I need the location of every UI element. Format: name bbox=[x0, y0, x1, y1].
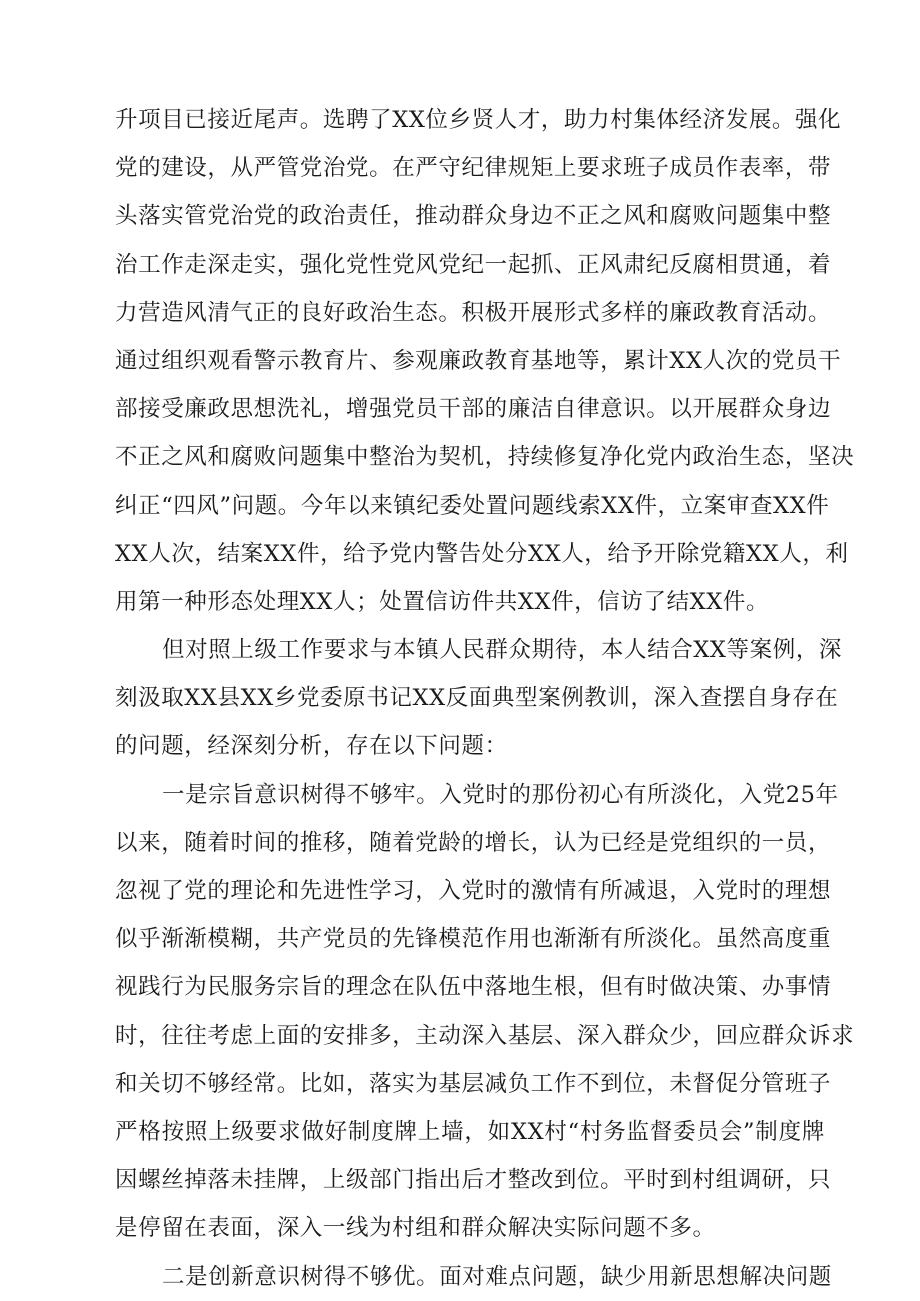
text-line: 党的建设，从严管党治党。在严守纪律规矩上要求班子成员作表率，带 bbox=[115, 155, 832, 182]
text-line: 因螺丝掉落未挂牌，上级部门指出后才整改到位。平时到村组调研，只 bbox=[115, 1167, 832, 1194]
text-line: 但对照上级工作要求与本镇人民群众期待，本人结合XX等案例，深 bbox=[162, 637, 843, 664]
text-line: 部接受廉政思想洗礼，增强党员干部的廉洁自律意识。以开展群众身边 bbox=[115, 396, 832, 423]
text-line: 刻汲取XX县XX乡党委原书记XX反面典型案例教训，深入查摆自身存在 bbox=[115, 685, 839, 712]
text-line: 忽视了党的理论和先进性学习，入党时的激情有所减退，入党时的理想 bbox=[115, 878, 832, 904]
text-line: 二是创新意识树得不够优。面对难点问题，缺少用新思想解决问题 bbox=[162, 1263, 832, 1290]
text-line: 视践行为民服务宗旨的理念在队伍中落地生根，但有时做决策、办事情 bbox=[115, 974, 832, 1001]
text-line: 头落实管党治党的政治责任，推动群众身边不正之风和腐败问题集中整 bbox=[115, 203, 832, 230]
text-line: 以来，随着时间的推移，随着党龄的增长，认为已经是党组织的一员， bbox=[115, 829, 832, 856]
text-line: 和关切不够经常。比如，落实为基层减负工作不到位，未督促分管班子 bbox=[115, 1070, 832, 1097]
text-line: 是停留在表面，深入一线为村组和群众解决实际问题不多。 bbox=[115, 1215, 716, 1242]
text-line: 严格按照上级要求做好制度牌上墙，如XX村“村务监督委员会”制度牌 bbox=[115, 1118, 825, 1145]
text-line: 力营造风清气正的良好政治生态。积极开展形式多样的廉政教育活动。 bbox=[115, 299, 832, 326]
text-line: 一是宗旨意识树得不够牢。入党时的那份初心有所淡化，入党25年 bbox=[162, 781, 839, 808]
text-line: XX人次，结案XX件，给予党内警告处分XX人，给予开除党籍XX人，利 bbox=[115, 540, 849, 567]
text-line: 治工作走深走实，强化党性党风党纪一起抓、正风肃纪反腐相贯通，着 bbox=[115, 251, 832, 278]
text-line: 的问题，经深刻分析，存在以下问题： bbox=[115, 733, 508, 760]
text-line: 时，往往考虑上面的安排多，主动深入基层、深入群众少，回应群众诉求 bbox=[115, 1022, 855, 1049]
text-line: 升项目已接近尾声。选聘了XX位乡贤人才，助力村集体经济发展。强化 bbox=[115, 107, 842, 133]
text-line: 纠正“四风”问题。今年以来镇纪委处置问题线索XX件，立案审查XX件 bbox=[115, 492, 830, 519]
text-line: 似乎渐渐模糊，共产党员的先锋模范作用也渐渐有所淡化。虽然高度重 bbox=[115, 926, 832, 953]
document-body bbox=[115, 96, 855, 1301]
text-line: 通过组织观看警示教育片、参观廉政教育基地等，累计XX人次的党员干 bbox=[115, 347, 842, 374]
text-line: 不正之风和腐败问题集中整治为契机，持续修复净化党内政治生态，坚决 bbox=[115, 444, 855, 471]
text-line: 用第一种形态处理XX人；处置信访件共XX件，信访了结XX件。 bbox=[115, 588, 770, 615]
